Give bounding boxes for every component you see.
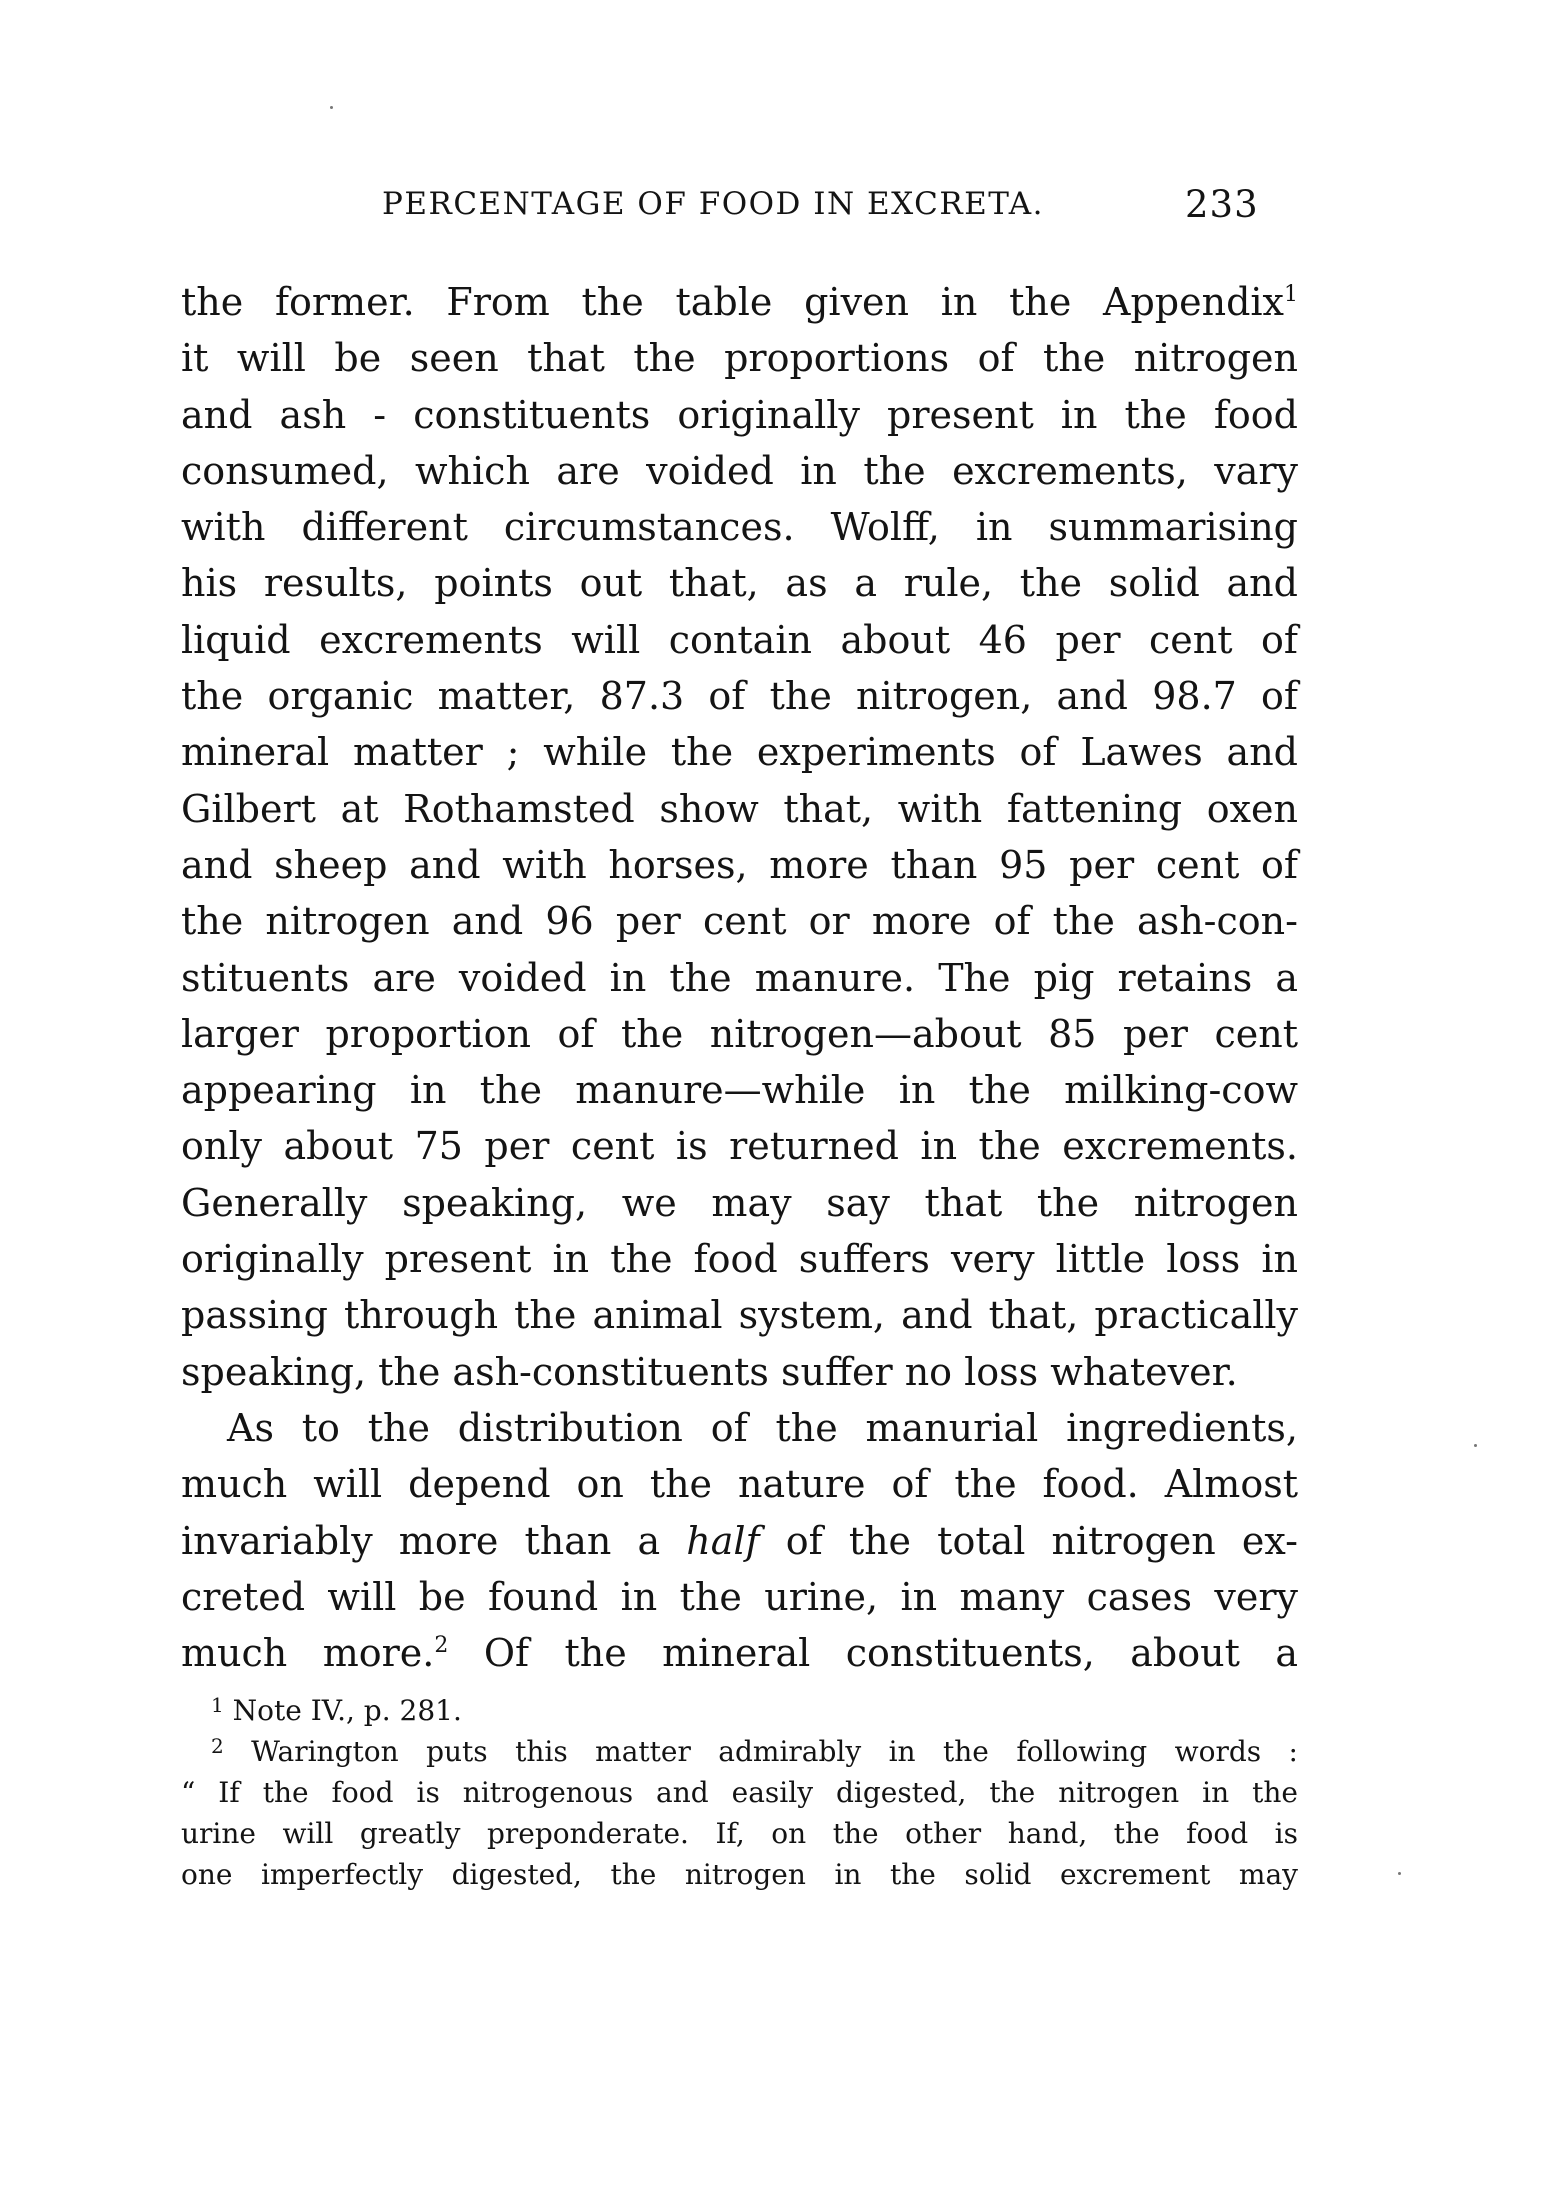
text-line: originally present in the food suffers very little loss in <box>181 1237 1298 1282</box>
paper-speck <box>1474 1444 1477 1447</box>
text-line: passing through the animal system, and that, practically <box>181 1293 1298 1338</box>
emphasis-half: half <box>686 1518 760 1563</box>
text-line: Gilbert at Rothamsted show that, with fattening oxen <box>181 786 1298 831</box>
text-line: larger proportion of the nitrogen—about 85 per cent <box>181 1011 1298 1056</box>
footnote-ref-2[interactable]: 2 <box>434 1633 449 1659</box>
text-line: creted will be found in the urine, in many cases very <box>181 1574 1298 1619</box>
footnote-marker: 1 <box>211 1693 224 1717</box>
footnote-line: urine will greatly preponderate. If, on the other hand, the food is <box>181 1817 1298 1850</box>
footnote-line: one imperfectly digested, the nitrogen in the solid excrement may <box>181 1858 1298 1891</box>
main-text <box>181 274 1298 1681</box>
footnote-ref-1[interactable]: 1 <box>1284 282 1298 307</box>
footnote-2: $^2$ Warington puts this matter admirably in the following words : <box>211 1734 1298 1768</box>
text-line: only about 75 per cent is returned in the excrements. <box>181 1124 1298 1169</box>
footnote-marker: 2 <box>211 1734 224 1758</box>
text-line: consumed, which are voided in the excrements, vary <box>181 448 1298 493</box>
text-line: As to the distribution of the manurial ingredients, <box>227 1405 1298 1450</box>
paper-speck <box>1398 1872 1401 1875</box>
text-line: the organic matter, 87.3 of the nitrogen, and 98.7 of <box>181 674 1298 719</box>
text-line: the former. From the table given in the Appendix$^1$ <box>181 280 1298 324</box>
paper-speck <box>330 106 333 109</box>
text-line: mineral matter ; while the experiments of Lawes and <box>181 730 1298 775</box>
text-line: the nitrogen and 96 per cent or more of the ash-con- <box>181 899 1298 944</box>
text-line: it will be seen that the proportions of the nitrogen <box>181 336 1298 381</box>
text-line: much more.$^2$ Of the mineral constituents, about a <box>181 1631 1298 1676</box>
text-line: appearing in the manure—while in the milking-cow <box>181 1068 1298 1113</box>
text-line: stituents are voided in the manure. The pig retains a <box>181 955 1298 1000</box>
text-line: liquid excrements will contain about 46 per cent of <box>181 617 1298 662</box>
footnotes <box>181 1690 1298 1895</box>
running-head: PERCENTAGE OF FOOD IN EXCRETA. <box>382 186 1045 222</box>
text-line: Generally speaking, we may say that the nitrogen <box>181 1180 1298 1225</box>
footnote-1: $^1$ Note IV., p. 281. <box>211 1693 462 1727</box>
text-line: with different circumstances. Wolff, in summarising <box>181 505 1298 550</box>
text-line: speaking, the ash-constituents suffer no loss whatever. <box>181 1349 1238 1394</box>
text-line: and ash - constituents originally present in the food <box>181 392 1298 437</box>
page-number: 233 <box>1185 183 1259 226</box>
footnote-line: “ If the food is nitrogenous and easily digested, the nitrogen in the <box>181 1776 1298 1809</box>
text-line: his results, points out that, as a rule, the solid and <box>181 561 1298 606</box>
text-line: much will depend on the nature of the food. Almost <box>181 1462 1298 1507</box>
text-line: invariably more than a half of the total nitrogen ex- <box>181 1518 1298 1563</box>
text-line: and sheep and with horses, more than 95 per cent of <box>181 842 1298 887</box>
